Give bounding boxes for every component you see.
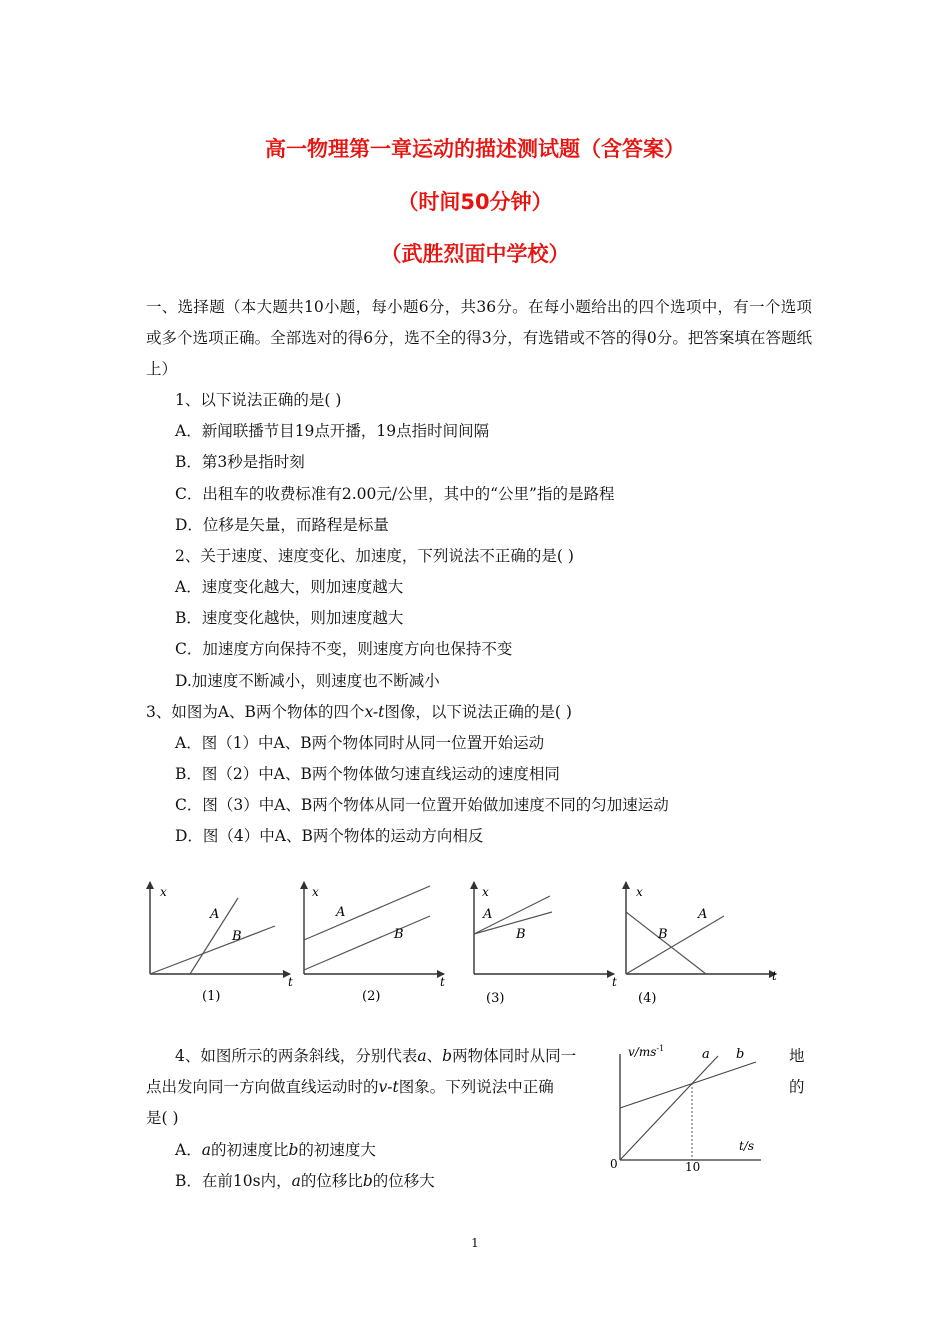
q4-line-a bbox=[620, 1056, 718, 1160]
q4-line1-end: 地 bbox=[789, 1047, 805, 1065]
q4-a-mid: 的初速度比 bbox=[210, 1141, 289, 1159]
q1-option-b: B．第3秒是指时刻 bbox=[175, 453, 305, 471]
q4-line1-post: 两物体同时从同一 bbox=[452, 1047, 577, 1065]
q3-option-c: C．图（3）中A、B两个物体从同一位置开始做加速度不同的匀加速运动 bbox=[175, 796, 669, 814]
q4-var-a: a bbox=[417, 1047, 427, 1065]
q2-stem: 2、关于速度、速度变化、加速度，下列说法不正确的是( ) bbox=[175, 547, 574, 565]
q2-option-c: C．加速度方向保持不变，则速度方向也保持不变 bbox=[175, 640, 513, 658]
q3-option-d: D．图（4）中A、B两个物体的运动方向相反 bbox=[175, 827, 484, 845]
q4-line1-pre: 4、如图所示的两条斜线，分别代表 bbox=[175, 1047, 418, 1065]
q3-stem-var: x-t bbox=[364, 703, 385, 721]
q4-label-b: b bbox=[736, 1047, 745, 1062]
panel4-line-a bbox=[626, 916, 724, 974]
q3-stem-post: 图像，以下说法正确的是( ) bbox=[384, 703, 572, 721]
graph-panel-1 bbox=[150, 882, 293, 1004]
q4-a-var-b: b bbox=[288, 1141, 299, 1159]
q4-b-pre: B．在前10s内， bbox=[175, 1172, 292, 1190]
q4-x-label: t/s bbox=[739, 1139, 755, 1153]
q4-b-var-b: b bbox=[362, 1172, 373, 1190]
q4-var-vt: v-t bbox=[378, 1078, 399, 1096]
panel3-label-b: B bbox=[516, 927, 526, 942]
q4-option-b bbox=[175, 1171, 435, 1191]
q4-vt-graph-figure bbox=[606, 1040, 776, 1175]
panel4-x-label: t bbox=[772, 969, 777, 983]
q2-option-d: D.加速度不断减小，则速度也不断减小 bbox=[175, 672, 440, 690]
panel2-y-label: x bbox=[312, 885, 319, 899]
q4-a-post: 的初速度大 bbox=[298, 1141, 376, 1159]
q4-y-label: $v/ms^{-1}$ bbox=[628, 1044, 665, 1059]
q4-a-var-a: a bbox=[201, 1141, 211, 1159]
q4-origin-label: 0 bbox=[610, 1157, 618, 1171]
q3-stem bbox=[146, 702, 572, 722]
q1-stem: 1、以下说法正确的是( ) bbox=[175, 391, 342, 409]
panel3-y-label: x bbox=[482, 885, 489, 899]
panel1-label-b: B bbox=[232, 929, 242, 944]
panel4-caption: (4) bbox=[638, 991, 657, 1006]
graph-panel-3 bbox=[474, 882, 617, 1006]
panel4-label-a: A bbox=[698, 907, 708, 922]
section-instructions: 一、选择题（本大题共10小题，每小题6分，共36分。在每小题给出的四个选项中，有一个选项或多个选项正确。全部选对的得6分，选不全的得3分，有选错或不答的得0分。把答案填在答题纸上） bbox=[146, 298, 812, 378]
panel3-x-label: t bbox=[612, 975, 617, 989]
q3-stem-pre: 3、如图为A、B两个物体的四个 bbox=[146, 703, 365, 721]
q4-label-a: a bbox=[702, 1047, 710, 1062]
q3-option-b: B．图（2）中A、B两个物体做匀速直线运动的速度相同 bbox=[175, 765, 560, 783]
graph-panel-4 bbox=[626, 882, 777, 1006]
school-subtitle: （武胜烈面中学校） bbox=[380, 242, 570, 266]
q4-var-b: b bbox=[442, 1047, 453, 1065]
q3-option-a: A．图（1）中A、B两个物体同时从同一位置开始运动 bbox=[175, 734, 545, 752]
panel3-label-a: A bbox=[483, 907, 493, 922]
panel1-x-label: t bbox=[288, 975, 293, 989]
q4-tick-10: 10 bbox=[685, 1160, 701, 1174]
q4-line1 bbox=[175, 1046, 576, 1066]
panel2-x-label: t bbox=[440, 975, 445, 989]
q4-b-post: 的位移大 bbox=[372, 1172, 435, 1190]
q4-option-a bbox=[175, 1140, 376, 1160]
q4-a-pre: A． bbox=[175, 1141, 202, 1159]
time-subtitle: （时间50分钟） bbox=[397, 190, 553, 214]
q1-option-a: A．新闻联播节目19点开播，19点指时间间隔 bbox=[175, 422, 490, 440]
q4-line2-end: 的 bbox=[789, 1078, 805, 1096]
q2-option-b: B．速度变化越快，则加速度越大 bbox=[175, 609, 404, 627]
q4-b-var-a: a bbox=[291, 1172, 301, 1190]
q4-sep: 、 bbox=[426, 1047, 443, 1065]
q1-option-d: D．位移是矢量，而路程是标量 bbox=[175, 516, 389, 534]
panel4-y-label: x bbox=[636, 885, 643, 899]
q4-line3: 是( ) bbox=[146, 1109, 179, 1127]
panel1-label-a: A bbox=[210, 907, 220, 922]
q4-line-b bbox=[620, 1062, 756, 1108]
q1-option-c: C．出租车的收费标准有2.00元/公里，其中的“公里”指的是路程 bbox=[175, 485, 615, 503]
q4-line2-post: 图象。下列说法中正确 bbox=[398, 1078, 554, 1096]
panel4-line-b bbox=[626, 912, 706, 974]
panel1-y-label: x bbox=[160, 885, 167, 899]
panel2-label-b: B bbox=[394, 927, 404, 942]
page-number: 1 bbox=[471, 1236, 479, 1250]
q2-option-a: A．速度变化越大，则加速度越大 bbox=[175, 578, 404, 596]
q4-line2-pre: 点出发向同一方向做直线运动时的 bbox=[146, 1078, 379, 1096]
q4-b-mid: 的位移比 bbox=[300, 1172, 363, 1190]
panel4-label-b: B bbox=[658, 927, 668, 942]
panel2-line-b bbox=[304, 916, 430, 970]
page-title: 高一物理第一章运动的描述测试题（含答案） bbox=[265, 137, 685, 161]
q3-xt-graphs-figure bbox=[140, 876, 800, 1011]
graph-panel-2 bbox=[304, 882, 445, 1004]
q4-line2 bbox=[146, 1077, 554, 1097]
panel1-line-b bbox=[150, 926, 275, 974]
panel1-caption: (1) bbox=[202, 989, 221, 1004]
panel3-caption: (3) bbox=[486, 991, 505, 1006]
panel2-caption: (2) bbox=[362, 989, 381, 1004]
panel2-line-a bbox=[304, 886, 430, 940]
panel2-label-a: A bbox=[336, 905, 346, 920]
